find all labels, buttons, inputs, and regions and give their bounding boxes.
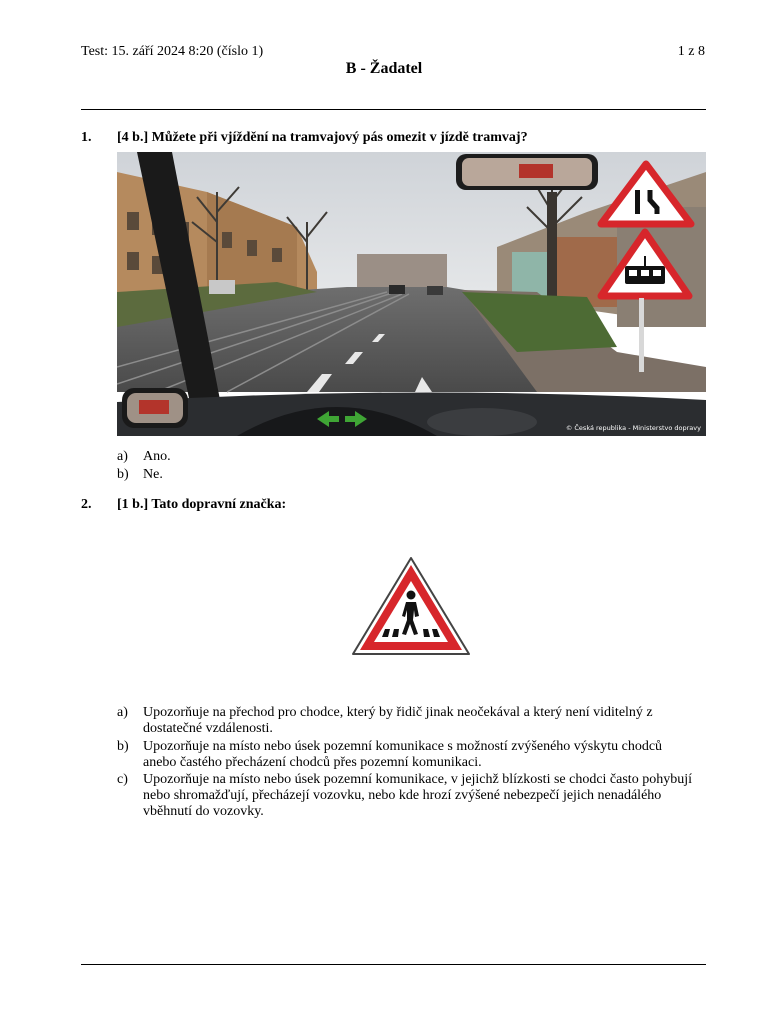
- option-text: Upozorňuje na místo nebo úsek pozemní komunikace, v jejichž blízkosti se chodci často pohybují nebo shromažďují, přecházejí vozovku, nebo kde hrozí zvýšené nebezpečí jejich nenadálého vběhnutí do vozovky.: [143, 772, 692, 819]
- page-title: B - Žadatel: [345, 60, 423, 77]
- question-2-text: [1 b.] Tato dopravní značka:: [117, 497, 287, 512]
- test-info: Test: 15. září 2024 8:20 (číslo 1): [81, 44, 264, 59]
- option-text: Ne.: [143, 467, 163, 482]
- option-label: b): [117, 739, 129, 754]
- option-label: a): [117, 705, 128, 720]
- option-label: c): [117, 772, 128, 787]
- option-label: a): [117, 449, 128, 464]
- page-number: 1 z 8: [677, 44, 705, 59]
- option-text: Upozorňuje na místo nebo úsek pozemní komunikace s možností zvýšeného výskytu chodců anebo častého přecházení chodců přes pozemní komunikaci.: [143, 739, 663, 770]
- option-text: Ano.: [143, 449, 171, 464]
- header-divider: [81, 109, 706, 110]
- question-1-number: 1.: [81, 130, 92, 145]
- photo-copyright: © Česká republika - Ministerstvo dopravy: [565, 424, 701, 432]
- question-1-text: [4 b.] Můžete při vjíždění na tramvajový pás omezit v jízdě tramvaj?: [117, 130, 528, 145]
- question-2-number: 2.: [81, 497, 92, 512]
- option-text: Upozorňuje na přechod pro chodce, který by řidič jinak neočekával a který není viditelný z dostatečné vzdálenosti.: [143, 705, 653, 736]
- footer-divider: [81, 964, 706, 965]
- pedestrian-crossing-warning-sign: [349, 554, 473, 658]
- option-label: b): [117, 467, 129, 482]
- question-1-photo: [117, 152, 706, 436]
